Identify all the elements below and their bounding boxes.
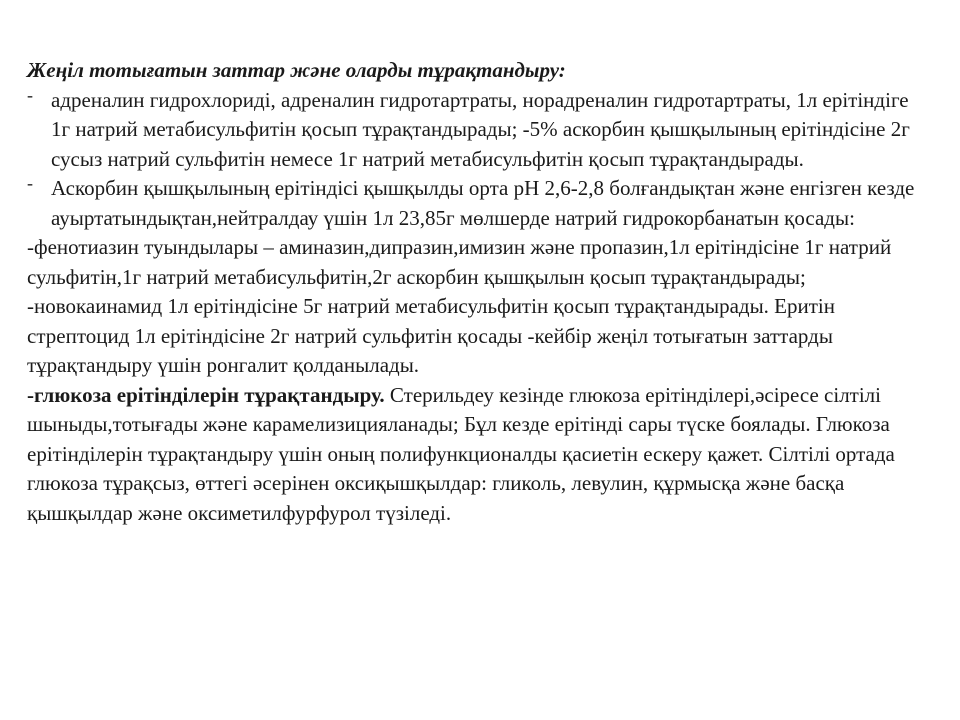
bullet-item-ascorbic [27, 174, 920, 233]
section-heading: Жеңіл тотығатын заттар және оларды тұрақтандыру: [27, 58, 566, 82]
paragraph-phenothiazine: -фенотиазин туындылары – аминазин,дипразин,имизин және пропазин,1л ерітіндісіне 1г натрий сульфитін,1г натрий метабисульфитін,2г аскорбин қышқылын қосып тұрақтандырады; [27, 235, 892, 289]
glucose-text: Стерильдеу кезінде глюкоза ерітінділері,әсіресе сілтілі шыныды,тотығады және карамелизицияланады; Бұл кезде ерітінді сары түске боялады. Глюкоза ерітінділерін тұрақтандыру үшін оның полифункционалды қасиетін ескеру қажет. Сілтілі ортада глюкоза тұрақсыз, өттегі әсерінен оксиқышқылдар: гликоль, левулин, құрмысқа және басқа қышқылдар және оксиметилфурфурол түзіледі. [27, 382, 895, 525]
bullet-item-adrenaline [27, 86, 920, 175]
paragraph-glucose [27, 381, 920, 529]
bullet-dash-icon: - [27, 173, 33, 193]
paragraph-novocainamide: -новокаинамид 1л ерітіндісіне 5г натрий метабисульфитін қосып тұрақтандырады. Еритін стрептоцид 1л ерітіндісіне 2г натрий сульфитін қосады -кейбір жеңіл тотығатын заттарды тұрақтандыру үшін ронгалит қолданылады. [27, 294, 835, 377]
bullet-dash-icon: - [27, 84, 33, 105]
bullet-text: адреналин гидрохлориді, адреналин гидротартраты, норадреналин гидротартраты, 1л ерітіндіге 1г натрий метабисульфитін қосып тұрақтандырады; -5% аскорбин қышқылының ерітіндісіне 2г сусыз натрий сульфитін немесе 1г натрий метабисульфитін қосып тұрақтандырады. [51, 87, 910, 171]
glucose-subheading: -глюкоза ерітінділерін тұрақтандыру. [27, 382, 385, 407]
bullet-list [27, 86, 920, 234]
bullet-text: Аскорбин қышқылының ерітіндісі қышқылды орта pH 2,6-2,8 болғандықтан және енгізген кезде ауыртатындықтан,нейтралдау үшін 1л 23,85г мөлшерде натрий гидрокорбанатын қосады: [51, 176, 915, 230]
